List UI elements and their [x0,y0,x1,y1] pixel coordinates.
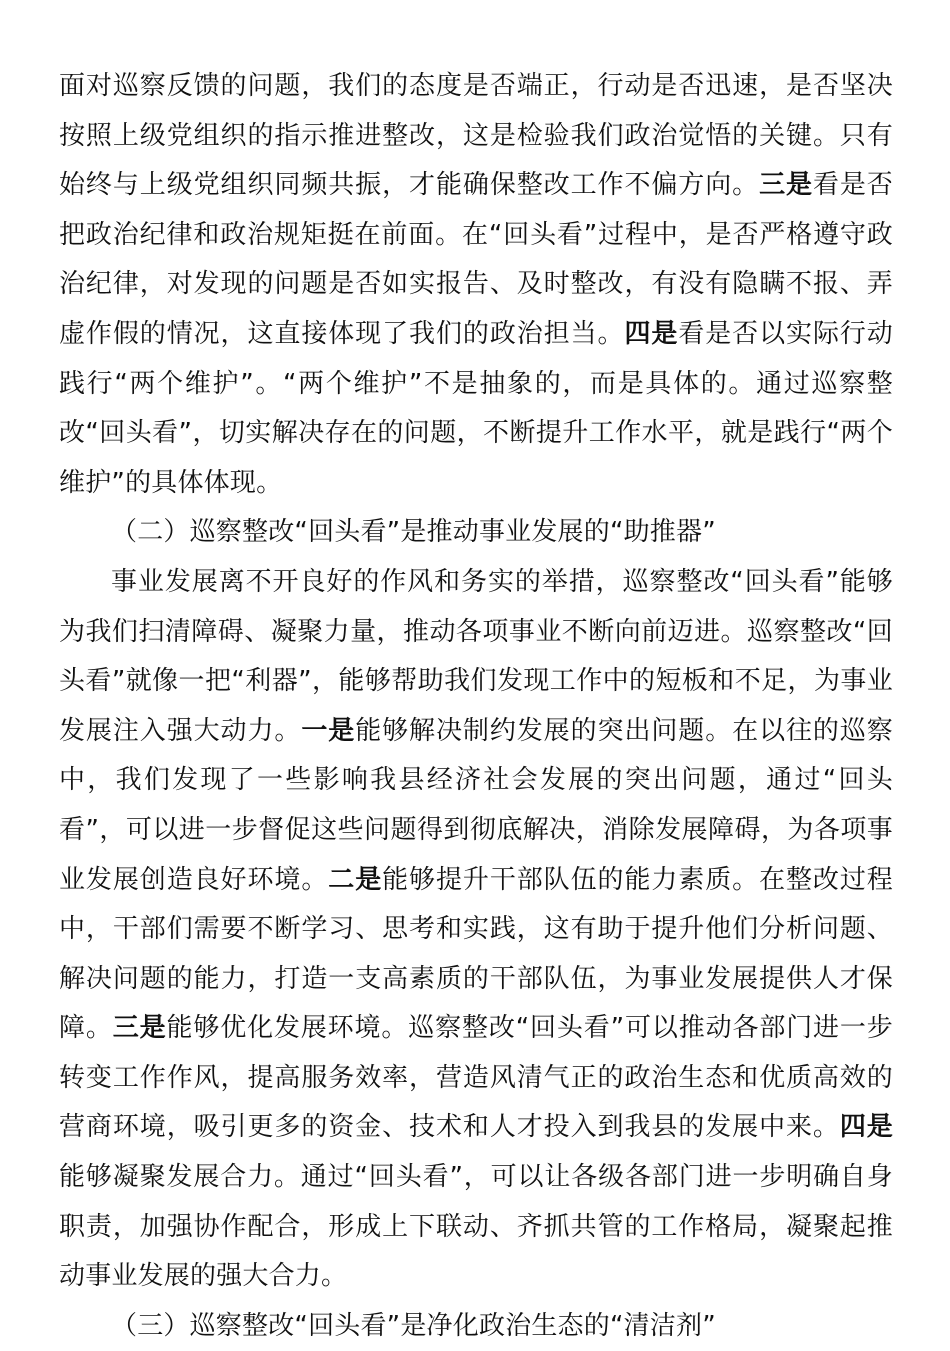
document-page [59,62,893,1351]
bold-marker-third: 三是 [112,1013,167,1044]
bold-marker-first: 一是 [301,715,356,746]
text-run: 看是否把政治纪律和政治规矩挺在前面。在“回头看”过程中，是否严格遵守政治纪律，对发现的问题是否如实报告、及时整改，有没有隐瞒不报、弄虚作假的情况，这直接体现了我们的政治担当。 [59,170,893,349]
bold-marker-third: 三是 [759,170,813,201]
text-run: 事业发展离不开良好的作风和务实的举措，巡察整改“回头看”能够为我们扫清障碍、凝聚力量，推动各项事业不断向前迈进。巡察整改“回头看”就像一把“利器”，能够帮助我们发现工作中的短板和不足，为事业发展注入强大动力。 [59,566,893,746]
paragraph-development [59,558,893,1302]
paragraph-political-awareness [59,62,893,508]
bold-marker-second: 二是 [328,864,383,895]
bold-marker-fourth: 四是 [624,318,679,349]
text-run: 能够凝聚发展合力。通过“回头看”，可以让各级各部门进一步明确自身职责，加强协作配合，形成上下联动、齐抓共管的工作格局，凝聚起推动事业发展的强大合力。 [59,1162,893,1292]
section-heading-2: （二）巡察整改“回头看”是推动事业发展的“助推器” [111,517,716,548]
text-run: 能够优化发展环境。巡察整改“回头看”可以推动各部门进一步转变工作作风，提高服务效率，营造风清气正的政治生态和优质高效的营商环境，吸引更多的资金、技术和人才投入到我县的发展中来。 [59,1013,893,1143]
text-run: 能够解决制约发展的突出问题。在以往的巡察中，我们发现了一些影响我县经济社会发展的突出问题，通过“回头看”，可以进一步督促这些问题得到彻底解决，消除发展障碍，为各项事业发展创造良好环境。 [59,715,893,895]
text-run: 面对巡察反馈的问题，我们的态度是否端正，行动是否迅速，是否坚决按照上级党组织的指示推进整改，这是检验我们政治觉悟的关键。只有始终与上级党组织同频共振，才能确保整改工作不偏方向。 [59,71,893,201]
section-heading-3: （三）巡察整改“回头看”是净化政治生态的“清洁剂” [111,1310,716,1341]
text-run: 看是否以实际行动践行“两个维护”。“两个维护”不是抽象的，而是具体的。通过巡察整改“回头看”，切实解决存在的问题，不断提升工作水平，就是践行“两个维护”的具体体现。 [59,318,893,498]
bold-marker-fourth: 四是 [839,1112,893,1143]
text-run: 能够提升干部队伍的能力素质。在整改过程中，干部们需要不断学习、思考和实践，这有助于提升他们分析问题、解决问题的能力，打造一支高素质的干部队伍，为事业发展提供人才保障。 [59,864,893,1044]
